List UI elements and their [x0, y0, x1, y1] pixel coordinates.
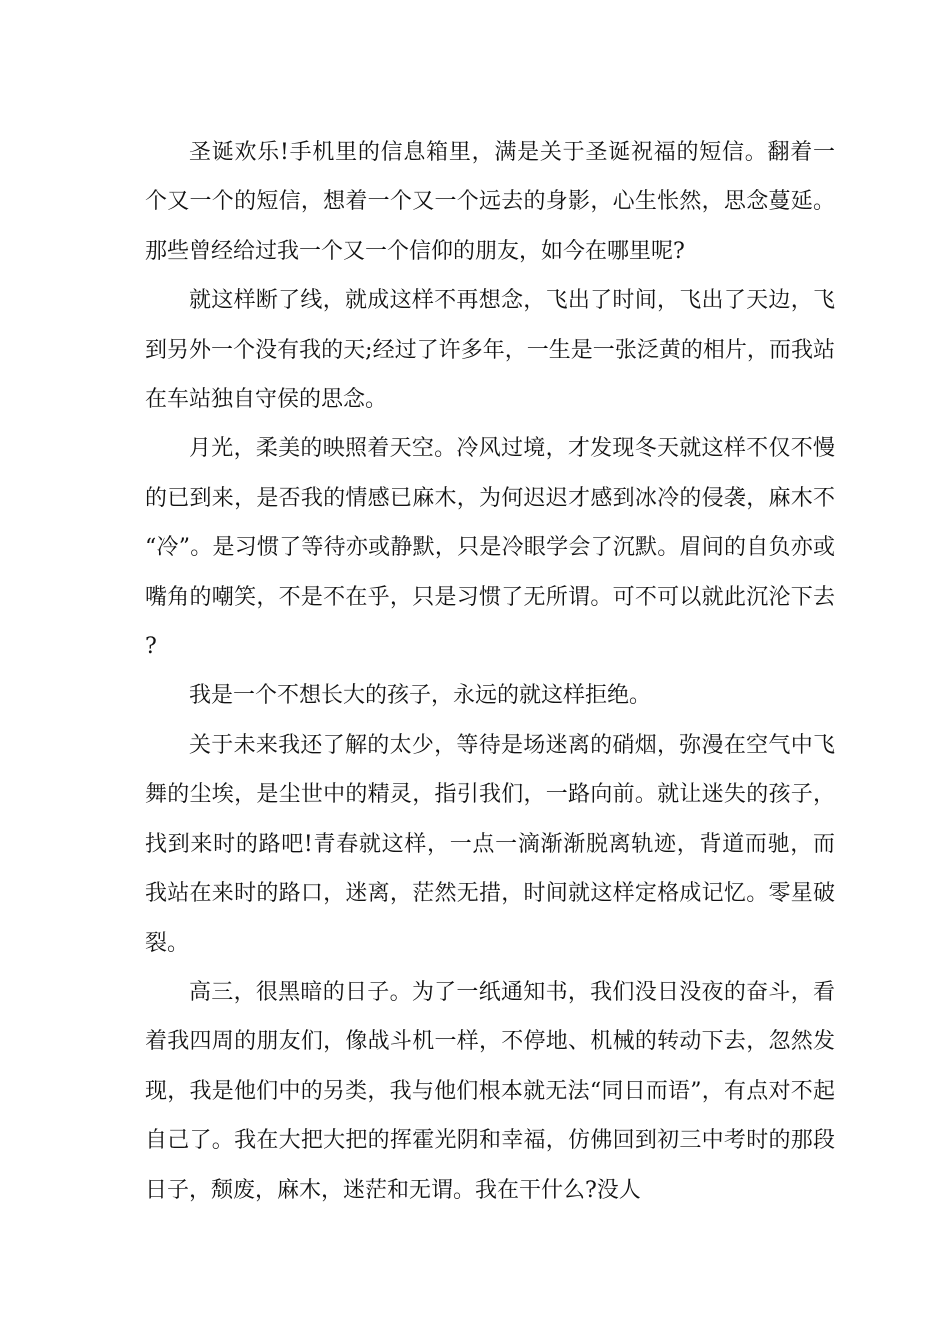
- paragraph-1: 圣诞欢乐!手机里的信息箱里，满是关于圣诞祝福的短信。翻着一个又一个的短信，想着一个又一个远去的身影，心生怅然，思念蔓延。那些曾经给过我一个又一个信仰的朋友，如今在哪里呢?: [145, 140, 835, 264]
- paragraph-4: 我是一个不想长大的孩子，永远的就这样拒绝。: [189, 683, 652, 709]
- paragraph-5: 关于未来我还了解的太少，等待是场迷离的硝烟，弥漫在空气中飞舞的尘埃，是尘世中的精灵，指引我们，一路向前。就让迷失的孩子，找到来时的路吧!青春就这样，一点一滴渐渐脱离轨迹，背道而驰，而我站在来时的路口，迷离，茫然无措，时间就这样定格成记忆。零星破裂。: [145, 732, 835, 956]
- paragraph-6: 高三，很黑暗的日子。为了一纸通知书，我们没日没夜的奋斗，看着我四周的朋友们，像战斗机一样，不停地、机械的转动下去，忽然发现，我是他们中的另类，我与他们根本就无法“同日而语”，有点对不起自己了。我在大把大把的挥霍光阴和幸福，仿佛回到初三中考时的那段日子，颓废，麻木，迷茫和无谓。我在干什么?没人: [145, 979, 835, 1203]
- paragraph-2: 就这样断了线，就成这样不再想念，飞出了时间，飞出了天边，飞到另外一个没有我的天;经过了许多年，一生是一张泛黄的相片，而我站在车站独自守侯的思念。: [145, 288, 835, 413]
- paragraph-3: 月光，柔美的映照着天空。冷风过境，才发现冬天就这样不仅不慢的已到来，是否我的情感已麻木，为何迟迟才感到冰冷的侵袭，麻木不“冷”。是习惯了等待亦或静默，只是冷眼学会了沉默。眉间的自负亦或嘴角的嘲笑，不是不在乎，只是习惯了无所谓。可不可以就此沉沦下去?: [145, 436, 835, 660]
- document-body: [145, 128, 835, 1215]
